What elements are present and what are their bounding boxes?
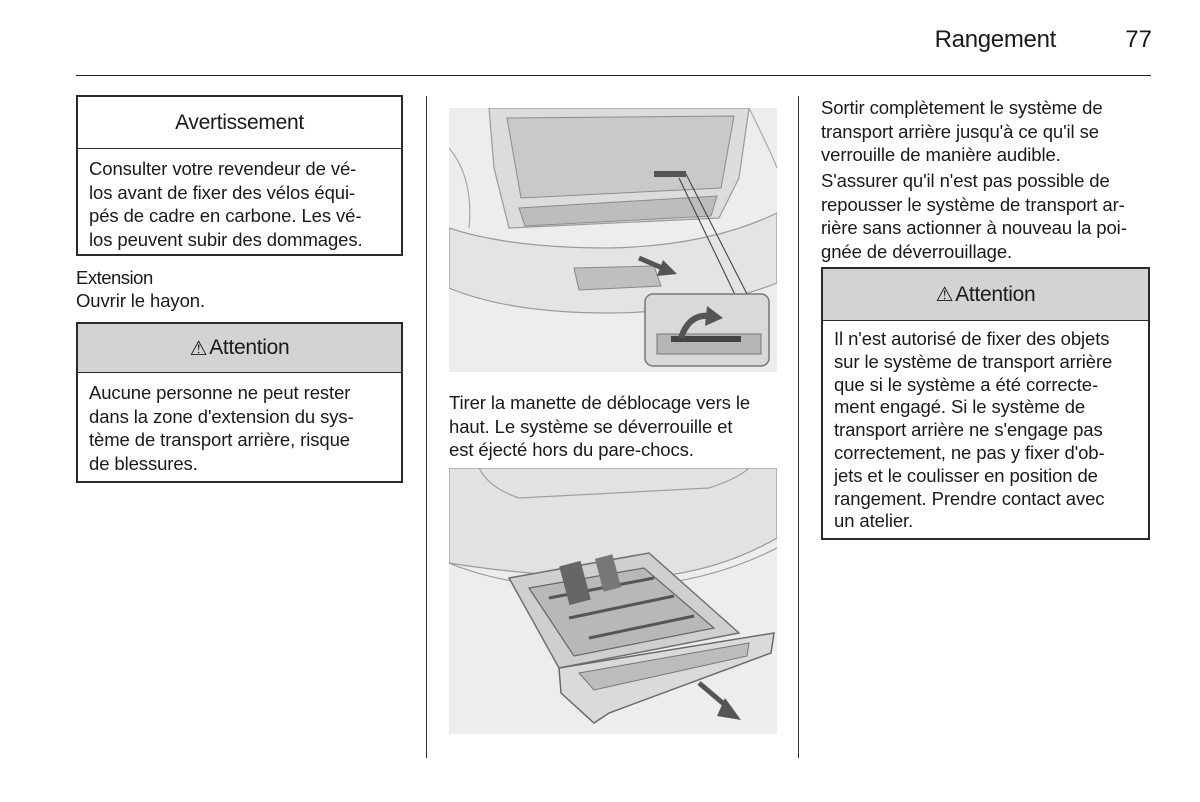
attention-line: sur le système de transport arrière bbox=[834, 350, 1113, 372]
attention-line: de blessures. bbox=[89, 452, 198, 474]
warning-line: pés de cadre en carbone. Les vé- bbox=[89, 205, 362, 226]
warning-box bbox=[76, 95, 403, 256]
warning-triangle-icon: ⚠ bbox=[935, 284, 954, 306]
para1-line: transport arrière jusqu'à ce qu'il se bbox=[821, 120, 1099, 142]
header-rule bbox=[76, 75, 1151, 76]
illustration-release-handle bbox=[449, 108, 777, 372]
para1-line: Sortir complètement le système de bbox=[821, 97, 1103, 118]
attention-line: Il n'est autorisé de fixer des objets bbox=[834, 328, 1110, 349]
warning-triangle-icon: ⚠ bbox=[189, 337, 208, 360]
warning-box-body bbox=[78, 149, 401, 251]
attention-box-heading bbox=[78, 324, 401, 373]
attention-box-body bbox=[78, 373, 401, 475]
caption-line: Tirer la manette de déblocage vers le bbox=[449, 392, 751, 413]
attention-line: correctement, ne pas y fixer d'ob- bbox=[834, 441, 1105, 463]
attention-label: Attention bbox=[955, 282, 1036, 306]
warning-line: Consulter votre revendeur de vé- bbox=[89, 158, 357, 179]
warning-line: los avant de fixer des vélos équi- bbox=[89, 181, 356, 203]
release-caption bbox=[449, 391, 750, 462]
attention-box-body bbox=[823, 321, 1148, 533]
attention-box-heading bbox=[823, 269, 1148, 321]
para1-line: verrouille de manière audible. bbox=[821, 144, 1061, 165]
attention-line: tème de transport arrière, risque bbox=[89, 429, 350, 450]
page-number: 77 bbox=[1125, 26, 1152, 53]
para2-line: repousser le système de transport ar- bbox=[821, 193, 1125, 215]
attention-line: que si le système a été correcte- bbox=[834, 373, 1099, 395]
attention-line: rangement. Prendre contact avec bbox=[834, 487, 1105, 509]
warning-box-heading: Avertissement bbox=[78, 97, 401, 149]
intro-text: Ouvrir le hayon. bbox=[76, 290, 205, 311]
attention-line: un atelier. bbox=[834, 510, 914, 532]
section-heading-extension: Extension bbox=[76, 267, 153, 288]
attention-line: jets et le coulisser en position de bbox=[834, 464, 1098, 486]
warning-line: los peuvent subir des dommages. bbox=[89, 228, 363, 250]
column-divider-right bbox=[798, 96, 799, 758]
section-title: Rangement bbox=[934, 26, 1056, 53]
para2-line: rière sans actionner à nouveau la poi- bbox=[821, 217, 1127, 238]
attention-box-right bbox=[821, 267, 1150, 540]
illustration-extended-carrier bbox=[449, 468, 777, 734]
attention-label: Attention bbox=[209, 336, 290, 359]
para2-line: gnée de déverrouillage. bbox=[821, 240, 1013, 262]
attention-line: ment engagé. Si le système de bbox=[834, 396, 1086, 418]
attention-line: transport arrière ne s'engage pas bbox=[834, 419, 1103, 441]
caption-line: est éjecté hors du pare-chocs. bbox=[449, 439, 694, 460]
paragraph-check-lock bbox=[821, 169, 1127, 263]
attention-line: Aucune personne ne peut rester bbox=[89, 382, 351, 403]
attention-line: dans la zone d'extension du sys- bbox=[89, 405, 354, 427]
attention-box-left bbox=[76, 322, 403, 483]
paragraph-full-extension bbox=[821, 96, 1103, 167]
para2-line: S'assurer qu'il n'est pas possible de bbox=[821, 170, 1110, 191]
caption-line: haut. Le système se déverrouille et bbox=[449, 415, 733, 437]
column-divider-left bbox=[426, 96, 427, 758]
